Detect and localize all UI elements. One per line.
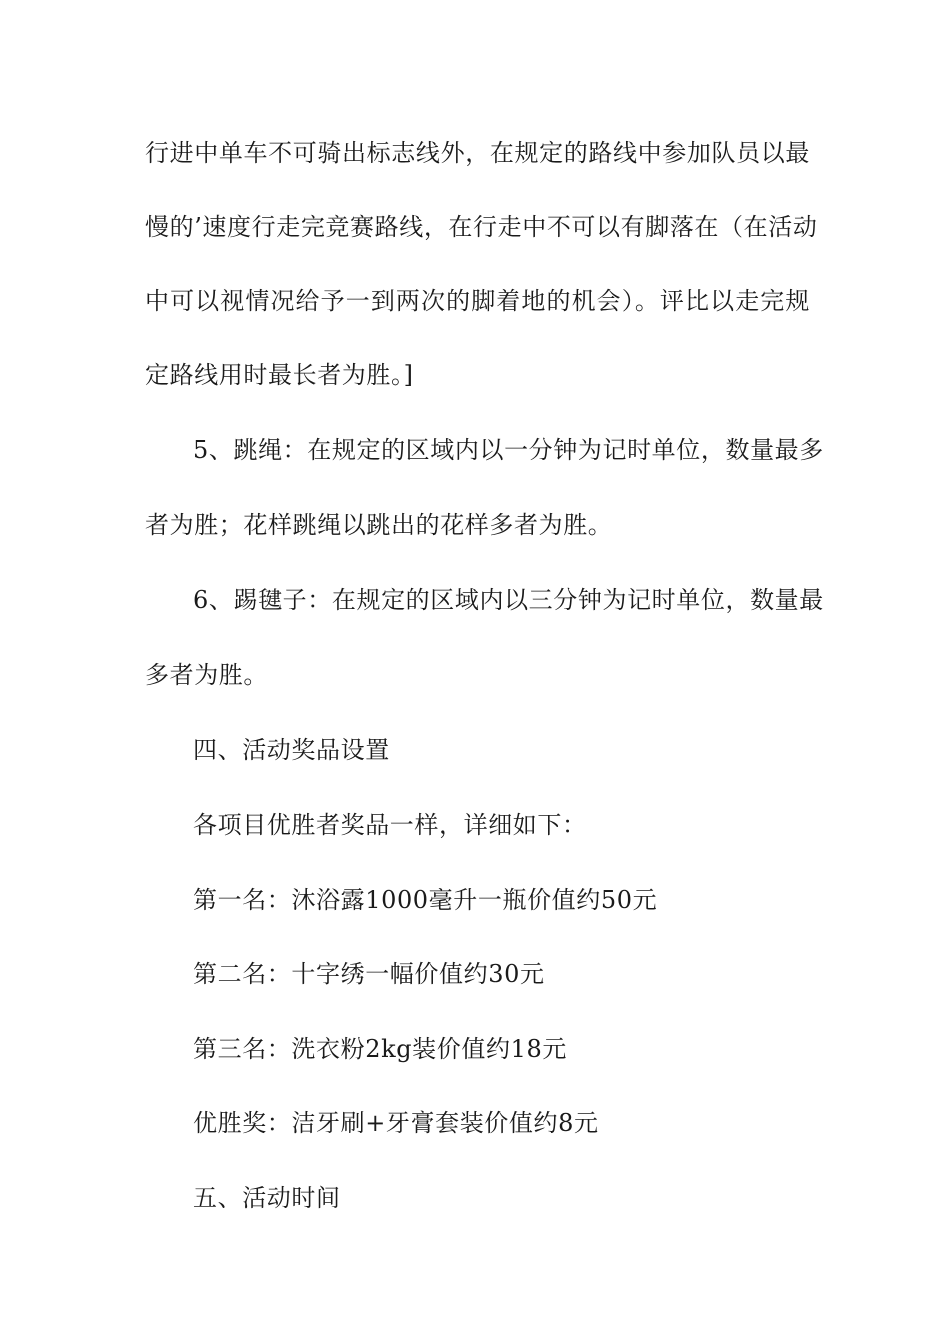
paragraph-line: 行进中单车不可骑出标志线外，在规定的路线中参加队员以最 [145, 139, 810, 167]
paragraph-line: 定路线用时最长者为胜。] [145, 361, 414, 389]
prize-merit: 优胜奖：洁牙刷+牙膏套装价值约8元 [193, 1109, 599, 1137]
rule-item-shuttlecock: 6、踢毽子：在规定的区域内以三分钟为记时单位，数量最 [193, 586, 824, 614]
paragraph-line: 多者为胜。 [145, 661, 268, 689]
prize-third: 第三名：洗衣粉2kg装价值约18元 [193, 1035, 567, 1063]
paragraph-line: 慢的’速度行走完竞赛路线，在行走中不可以有脚落在（在活动 [145, 213, 818, 241]
paragraph-line: 中可以视情况给予一到两次的脚着地的机会）。评比以走完规 [145, 287, 810, 315]
paragraph-line: 者为胜；花样跳绳以跳出的花样多者为胜。 [145, 511, 613, 539]
prize-intro: 各项目优胜者奖品一样，详细如下： [193, 811, 587, 839]
section-heading-time: 五、活动时间 [193, 1184, 341, 1212]
prize-second: 第二名：十字绣一幅价值约30元 [193, 960, 545, 988]
rule-item-jump-rope: 5、跳绳：在规定的区域内以一分钟为记时单位，数量最多 [193, 436, 824, 464]
prize-first: 第一名：沐浴露1000毫升一瓶价值约50元 [193, 886, 658, 914]
section-heading-prizes: 四、活动奖品设置 [193, 736, 390, 764]
